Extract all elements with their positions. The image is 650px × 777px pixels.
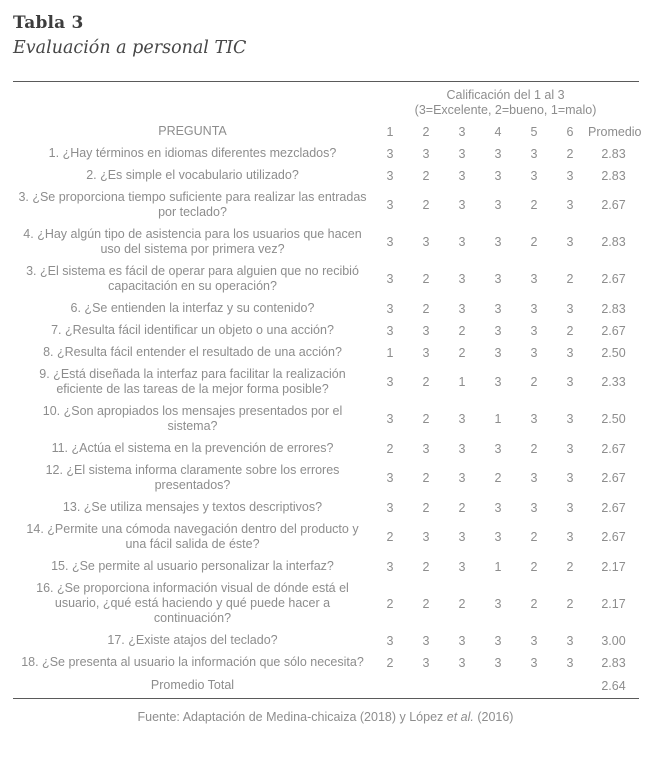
score-cell: 3: [458, 471, 466, 485]
score-cell: 2: [530, 596, 538, 611]
question-cell: 16. ¿Se proporciona información visual de dónde está el usuario, ¿qué está haciendo y qué puede hacer a continuación?: [36, 581, 349, 625]
table-row: [13, 298, 639, 320]
average-cell: 2.50: [601, 412, 626, 426]
score-cell: 3: [422, 235, 430, 249]
score-cell: 2: [458, 345, 466, 360]
table-row: [13, 578, 639, 630]
average-cell: 3.00: [601, 633, 626, 648]
score-cell: 3: [386, 235, 394, 249]
table-row: [13, 143, 639, 165]
table-row: [13, 460, 639, 497]
score-cell: 3: [458, 272, 466, 286]
table-row: [13, 630, 639, 652]
score-cell: 3: [566, 655, 574, 670]
score-cell: 3: [566, 198, 574, 212]
score-cell: 3: [386, 500, 394, 515]
total-row: [13, 674, 639, 699]
score-cell: 3: [422, 345, 430, 360]
score-cell: 3: [494, 530, 502, 544]
score-cell: 3: [386, 471, 394, 485]
average-cell: 2.67: [601, 500, 626, 515]
score-cell: 3: [422, 633, 430, 648]
average-cell: 2.67: [601, 272, 626, 286]
score-cell: 3: [530, 471, 538, 485]
average-cell: 2.83: [601, 235, 626, 249]
question-cell: 1. ¿Hay términos en idiomas diferentes mezclados?: [48, 146, 337, 160]
column-header-rater-1: 1: [386, 124, 394, 139]
score-cell: 3: [530, 272, 538, 286]
table-row: [13, 224, 639, 261]
average-cell: 2.17: [601, 596, 626, 611]
table-row: [13, 519, 639, 556]
scale-header: [372, 82, 639, 120]
score-cell: 3: [566, 301, 574, 316]
table-row: [13, 364, 639, 401]
question-cell: 8. ¿Resulta fácil entender el resultado de una acción?: [43, 345, 342, 359]
score-cell: 3: [494, 375, 502, 389]
score-cell: 3: [386, 168, 394, 183]
average-cell: 2.67: [601, 198, 626, 212]
question-cell: 3. ¿Se proporciona tiempo suficiente para realizar las entradas por teclado?: [18, 190, 367, 219]
table-number-title: Tabla 3: [13, 13, 84, 33]
average-cell: 2.67: [601, 441, 626, 456]
score-cell: 3: [530, 633, 538, 648]
score-cell: 3: [458, 301, 466, 316]
table-row: [13, 497, 639, 519]
score-cell: 3: [566, 471, 574, 485]
score-cell: 3: [566, 633, 574, 648]
score-cell: 3: [566, 441, 574, 456]
average-cell: 2.67: [601, 530, 626, 544]
score-cell: 2: [530, 235, 538, 249]
column-header-rater-6: 6: [566, 124, 574, 139]
score-cell: 2: [458, 323, 466, 338]
score-cell: 3: [566, 235, 574, 249]
score-cell: 2: [530, 198, 538, 212]
average-cell: 2.83: [601, 146, 626, 161]
score-cell: 1: [494, 559, 502, 574]
question-cell: 10. ¿Son apropiados los mensajes presentados por el sistema?: [42, 404, 343, 433]
score-cell: 2: [422, 596, 430, 611]
score-cell: 3: [494, 323, 502, 338]
score-cell: 2: [386, 655, 394, 670]
total-average: 2.64: [601, 678, 626, 693]
question-cell: 6. ¿Se entienden la interfaz y su contenido?: [70, 301, 315, 315]
score-cell: 2: [566, 272, 574, 286]
average-cell: 2.83: [601, 301, 626, 316]
total-label: Promedio Total: [150, 678, 235, 692]
score-cell: 3: [458, 168, 466, 183]
score-cell: 1: [386, 345, 394, 360]
score-cell: 3: [458, 530, 466, 544]
column-header-row: [13, 119, 639, 143]
score-cell: 3: [422, 655, 430, 670]
score-cell: 2: [422, 168, 430, 183]
score-cell: 2: [386, 596, 394, 611]
evaluation-table: [13, 81, 642, 699]
score-cell: 2: [566, 596, 574, 611]
score-cell: 3: [494, 301, 502, 316]
score-cell: 3: [458, 198, 466, 212]
score-cell: 3: [458, 412, 466, 426]
score-cell: 3: [566, 345, 574, 360]
score-cell: 3: [386, 301, 394, 316]
score-cell: 3: [494, 596, 502, 611]
table-body: [13, 143, 639, 674]
score-cell: 3: [566, 168, 574, 183]
score-cell: 2: [566, 559, 574, 574]
average-cell: 2.50: [601, 345, 626, 360]
score-cell: 3: [494, 146, 502, 161]
scale-header-line1: Calificación del 1 al 3: [446, 88, 565, 102]
score-cell: 2: [566, 146, 574, 161]
table-row: [13, 187, 639, 224]
scale-header-row: [13, 82, 639, 120]
average-cell: 2.67: [601, 471, 626, 485]
score-cell: 1: [458, 375, 466, 389]
score-cell: 3: [458, 559, 466, 574]
source-et-al: et al.: [446, 710, 474, 724]
score-cell: 3: [566, 500, 574, 515]
total-empty-cells: [372, 674, 588, 699]
score-cell: 3: [530, 345, 538, 360]
score-cell: 2: [422, 559, 430, 574]
score-cell: 3: [494, 345, 502, 360]
table-row: [13, 320, 639, 342]
score-cell: 2: [386, 441, 394, 456]
score-cell: 2: [494, 471, 502, 485]
score-cell: 3: [494, 272, 502, 286]
column-header-rater-3: 3: [458, 124, 466, 139]
score-cell: 2: [566, 323, 574, 338]
score-cell: 3: [494, 633, 502, 648]
question-cell: 11. ¿Actúa el sistema en la prevención de errores?: [51, 441, 334, 455]
score-cell: 2: [530, 530, 538, 544]
column-header-rater-5: 5: [530, 124, 538, 139]
score-cell: 3: [494, 500, 502, 515]
score-cell: 3: [494, 168, 502, 183]
question-cell: 2. ¿Es simple el vocabulario utilizado?: [86, 168, 299, 182]
score-cell: 2: [530, 441, 538, 456]
score-cell: 3: [494, 235, 502, 249]
source-prefix: Fuente: Adaptación de Medina-chicaiza (2018) y López: [137, 710, 447, 724]
score-cell: 3: [386, 375, 394, 389]
average-cell: 2.67: [601, 323, 626, 338]
score-cell: 3: [458, 633, 466, 648]
score-cell: 3: [566, 375, 574, 389]
score-cell: 3: [386, 146, 394, 161]
average-cell: 2.83: [601, 168, 626, 183]
score-cell: 3: [494, 198, 502, 212]
score-cell: 2: [530, 375, 538, 389]
question-cell: 14. ¿Permite una cómoda navegación dentro del producto y una fácil salida de éste?: [26, 522, 359, 551]
score-cell: 3: [386, 633, 394, 648]
question-cell: 15. ¿Se permite al usuario personalizar la interfaz?: [51, 559, 334, 573]
table-row: [13, 438, 639, 460]
question-cell: 18. ¿Se presenta al usuario la información que sólo necesita?: [21, 655, 364, 669]
average-cell: 2.83: [601, 655, 626, 670]
table-caption: Evaluación a personal TIC: [13, 38, 247, 58]
question-cell: 13. ¿Se utiliza mensajes y textos descriptivos?: [62, 500, 323, 514]
score-cell: 3: [458, 655, 466, 670]
score-cell: 3: [494, 655, 502, 670]
source-note: [13, 710, 638, 724]
score-cell: 2: [422, 471, 430, 485]
score-cell: 3: [386, 272, 394, 286]
score-cell: 3: [422, 323, 430, 338]
table-row: [13, 652, 639, 674]
table-row: [13, 165, 639, 187]
table-row: [13, 342, 639, 364]
table-row: [13, 261, 639, 298]
score-cell: 2: [422, 198, 430, 212]
average-cell: 2.17: [601, 559, 626, 574]
table-row: [13, 401, 639, 438]
column-header-question: PREGUNTA: [158, 124, 227, 138]
score-cell: 3: [494, 441, 502, 456]
score-cell: 3: [422, 441, 430, 456]
question-cell: 9. ¿Está diseñada la interfaz para facilitar la realización eficiente de las tareas de la mejor forma posible?: [39, 367, 346, 396]
score-cell: 3: [530, 168, 538, 183]
score-cell: 2: [422, 301, 430, 316]
score-cell: 3: [530, 323, 538, 338]
score-cell: 3: [422, 530, 430, 544]
score-cell: 3: [386, 323, 394, 338]
question-cell: 12. ¿El sistema informa claramente sobre los errores presentados?: [45, 463, 340, 492]
score-cell: 1: [494, 412, 502, 426]
average-cell: 2.33: [601, 375, 626, 389]
score-cell: 3: [530, 146, 538, 161]
score-cell: 3: [530, 655, 538, 670]
score-cell: 2: [422, 272, 430, 286]
question-cell: 4. ¿Hay algún tipo de asistencia para los usuarios que hacen uso del sistema por primera vez?: [23, 227, 362, 256]
table-row: [13, 556, 639, 578]
score-cell: 3: [458, 235, 466, 249]
question-cell: 3. ¿El sistema es fácil de operar para alguien que no recibió capacitación en su operación?: [26, 264, 359, 293]
column-header-rater-2: 2: [422, 124, 430, 139]
score-cell: 2: [458, 500, 466, 515]
score-cell: 2: [422, 412, 430, 426]
question-cell: 7. ¿Resulta fácil identificar un objeto o una acción?: [51, 323, 334, 337]
score-cell: 3: [566, 530, 574, 544]
score-cell: 3: [422, 146, 430, 161]
score-cell: 2: [530, 559, 538, 574]
score-cell: 3: [386, 559, 394, 574]
score-cell: 3: [530, 301, 538, 316]
score-cell: 3: [530, 412, 538, 426]
column-header-rater-4: 4: [494, 124, 502, 139]
score-cell: 2: [422, 500, 430, 515]
question-cell: 17. ¿Existe atajos del teclado?: [107, 633, 278, 647]
source-suffix: (2016): [473, 710, 514, 724]
score-cell: 3: [386, 412, 394, 426]
score-cell: 3: [566, 412, 574, 426]
score-cell: 3: [458, 146, 466, 161]
score-cell: 3: [386, 198, 394, 212]
score-cell: 2: [458, 596, 466, 611]
score-cell: 2: [386, 530, 394, 544]
score-cell: 2: [422, 375, 430, 389]
score-cell: 3: [458, 441, 466, 456]
scale-header-line2: (3=Excelente, 2=bueno, 1=malo): [414, 103, 597, 117]
column-header-average: Promedio: [588, 124, 642, 139]
score-cell: 3: [530, 500, 538, 515]
scale-header-spacer: [13, 82, 372, 120]
